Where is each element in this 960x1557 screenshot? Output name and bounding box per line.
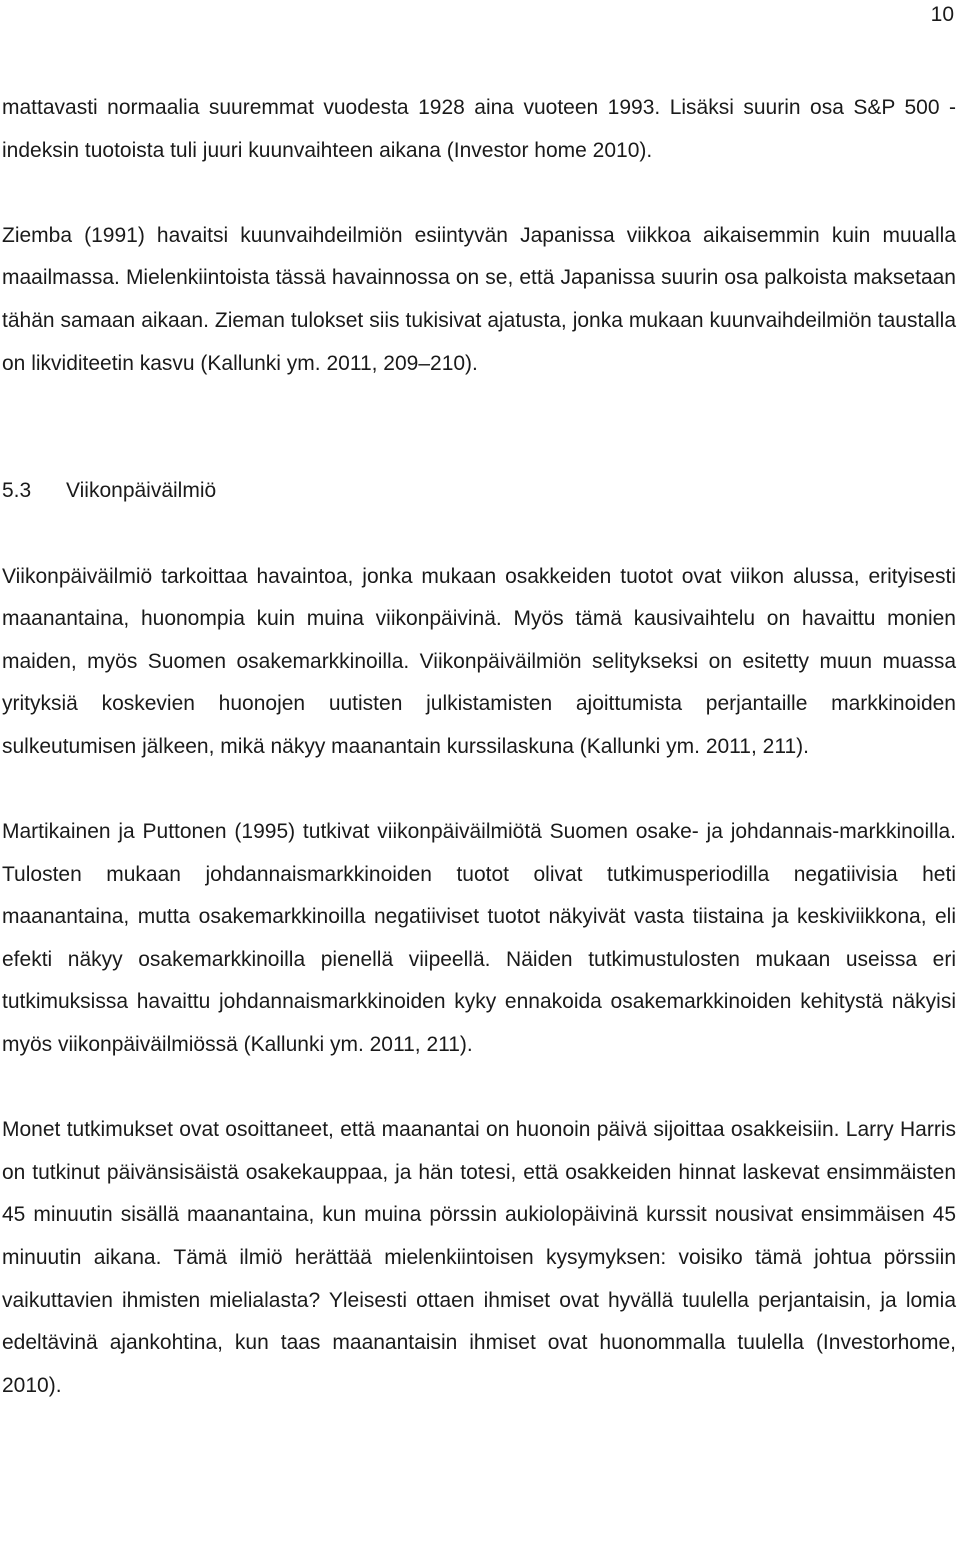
section-title: Viikonpäiväilmiö bbox=[66, 479, 217, 503]
paragraph-3: Viikonpäiväilmiö tarkoittaa havaintoa, jonka mukaan osakkeiden tuotot ovat viikon alussa, erityisesti maanantaina, huonompia kuin muina viikonpäivinä. Myös tämä kausivaihtelu on havaittu monien maiden, myös Suomen osakemarkkinoilla. Viikonpäiväilmiön selitykseksi on esitetty muun muassa yrityksiä koskevien huonojen uutisten julkistamisten ajoittumista perjantaille markkinoiden sulkeutumisen jälkeen, mikä näkyy maanantain kurssilaskuna (Kallunki ym. 2011, 211). bbox=[2, 564, 956, 758]
page-body bbox=[2, 87, 956, 1407]
paragraph-gap bbox=[2, 172, 956, 215]
section-heading bbox=[2, 470, 956, 513]
paragraph-5: Monet tutkimukset ovat osoittaneet, että maanantai on huonoin päivä sijoittaa osakkeisiin. Larry Harris on tutkinut päivänsisäistä osakekauppaa, ja hän totesi, että osakkeiden hinnat laskevat ensimmäisten 45 minuutin sisällä maanantaina, kun muina pörssin aukiolopäivinä kurssit nousivat ensimmäisen 45 minuutin aikana. Tämä ilmiö herättää mielenkiintoisen kysymyksen: voisiko tämä johtua pörssiin vaikuttavien ihmisten mielialasta? Yleisesti ottaen ihmiset ovat hyvällä tuulella perjantaisin, ja lomia edeltävinä ajankohtina, kun taas maanantaisin ihmiset ovat huonommalla tuulella (Investorhome, 2010). bbox=[2, 1118, 956, 1397]
paragraph-2: Ziemba (1991) havaitsi kuunvaihdeilmiön esiintyvän Japanissa viikkoa aikaisemmin kuin muualla maailmassa. Mielenkiintoista tässä havainnossa on se, että Japanissa suurin osa palkoista maksetaan tähän samaan aikaan. Zieman tulokset siis tukisivat ajatusta, jonka mukaan kuunvaihdeilmiön taustalla on likviditeetin kasvu (Kallunki ym. 2011, 209–210). bbox=[2, 223, 956, 375]
paragraph-gap bbox=[2, 385, 956, 428]
paragraph-4: Martikainen ja Puttonen (1995) tutkivat viikonpäiväilmiötä Suomen osake- ja johdannais-markkinoilla. Tulosten mukaan johdannaismarkkinoiden tuotot olivat tutkimusperiodilla negatiivisia heti maanantaina, mutta osakemarkkinoilla negatiiviset tuotot näkyivät vasta tiistaina ja keskiviikkona, eli efekti näkyy osakemarkkinoilla pienellä viipeellä. Näiden tutkimustulosten mukaan useissa eri tutkimuksissa havaittu johdannaismarkkinoiden kyky ennakoida osakemarkkinoiden kehitystä näkyisi myös viikonpäiväilmiössä (Kallunki ym. 2011, 211). bbox=[2, 820, 956, 1057]
paragraph-gap bbox=[2, 513, 956, 556]
paragraph-gap bbox=[2, 428, 956, 471]
page-number: 10 bbox=[930, 3, 954, 26]
section-number: 5.3 bbox=[2, 479, 32, 503]
paragraph-1: mattavasti normaalia suuremmat vuodesta 1928 aina vuoteen 1993. Lisäksi suurin osa S&P 500 -indeksin tuotoista tuli juuri kuunvaihteen aikana (Investor home 2010). bbox=[2, 96, 956, 162]
paragraph-gap bbox=[2, 769, 956, 812]
paragraph-gap bbox=[2, 1067, 956, 1110]
